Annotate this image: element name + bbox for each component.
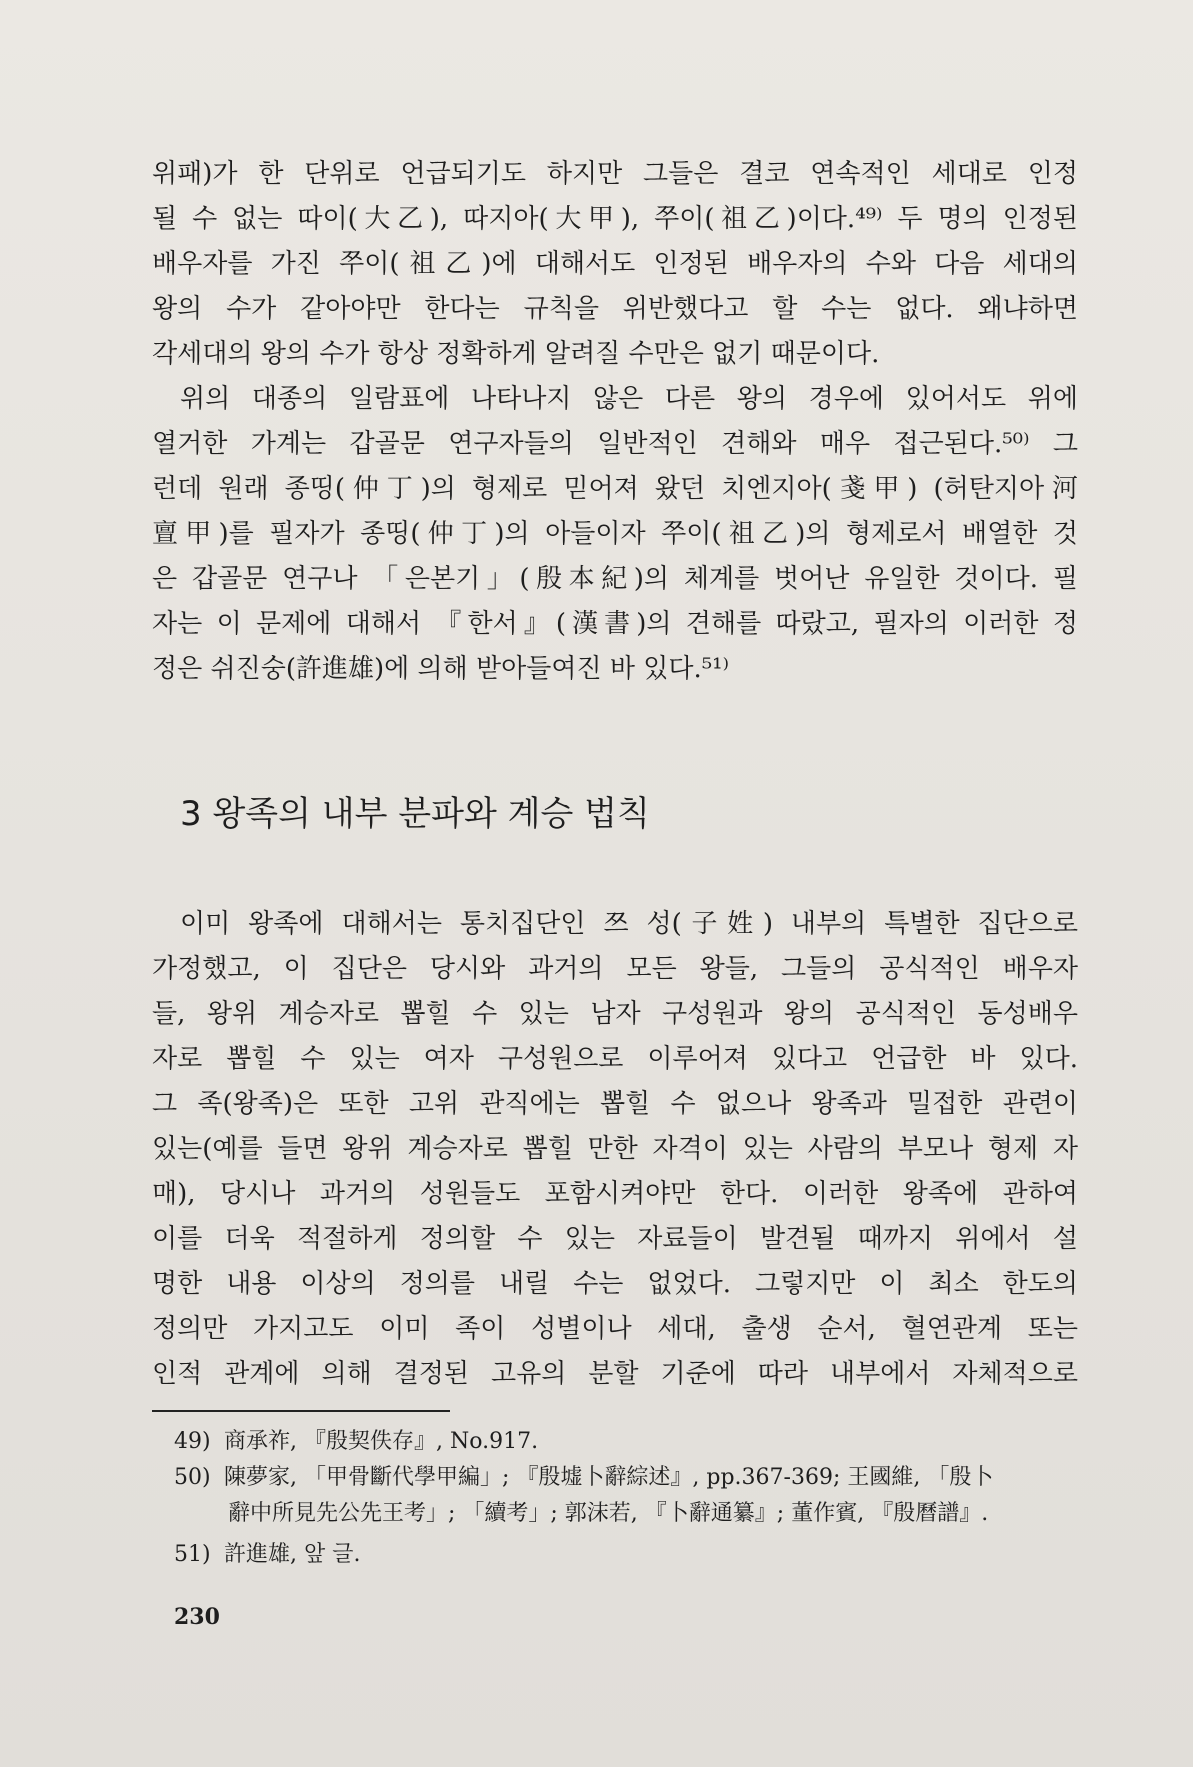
footnote-50 [174,1462,1078,1494]
text-line: 들, 왕위 계승자로 뽑힐 수 있는 남자 구성원과 왕의 공식적인 동성배우 [152,999,1078,1029]
text-line: 은 갑골문 연구나 「은본기」(殷本紀)의 체계를 벗어난 유일한 것이다. 필 [152,564,1078,594]
footnote-text: 陳夢家, 「甲骨斷代學甲編」; 『殷墟卜辭綜述』, pp.367-369; 王國維, 「殷卜 [224,1465,994,1490]
text-line: 이를 더욱 적절하게 정의할 수 있는 자료들이 발견될 때까지 위에서 설 [152,1224,1078,1254]
footnote-divider [152,1410,450,1412]
text-line: 위패)가 한 단위로 언급되기도 하지만 그들은 결코 연속적인 세대로 인정 [152,159,1078,189]
text-line: 이미 왕족에 대해서는 통치집단인 쯔 성(子姓) 내부의 특별한 집단으로 [180,909,1078,939]
text-line: 자로 뽑힐 수 있는 여자 구성원으로 이루어져 있다고 언급한 바 있다. [152,1044,1078,1074]
footnote-49 [174,1426,1078,1458]
text-line: 런데 원래 종띵(仲丁)의 형제로 믿어져 왔던 치엔지아(戔甲) (허탄지아河 [152,474,1078,504]
text-line: 위의 대종의 일람표에 나타나지 않은 다른 왕의 경우에 있어서도 위에 [180,384,1078,414]
text-line: 정의만 가지고도 이미 족이 성별이나 세대, 출생 순서, 혈연관계 또는 [152,1314,1078,1344]
footnote-50-continued [228,1498,1078,1530]
footnote-number: 50) [174,1465,211,1490]
text-line: 될 수 없는 따이(大乙), 따지아(大甲), 쭈이(祖乙)이다.⁴⁹⁾ 두 명의 인정된 [152,204,1078,234]
footnote-number: 51) [174,1542,211,1567]
text-line: 자는 이 문제에 대해서 『한서』(漢書)의 견해를 따랐고, 필자의 이러한 정 [152,609,1078,639]
text-line: 亶甲)를 필자가 종띵(仲丁)의 아들이자 쭈이(祖乙)의 형제로서 배열한 것 [152,519,1078,549]
text-line: 각세대의 왕의 수가 항상 정확하게 알려질 수만은 없기 때문이다. [152,339,880,369]
text-line: 매), 당시나 과거의 성원들도 포함시켜야만 한다. 이러한 왕족에 관하여 [152,1179,1078,1209]
text-line: 그 족(왕족)은 또한 고위 관직에는 뽑힐 수 없으나 왕족과 밀접한 관련이 [152,1089,1078,1119]
footnote-number: 49) [174,1429,211,1454]
footnote-51 [174,1539,1078,1571]
page-number: 230 [174,1604,220,1630]
text-line: 왕의 수가 같아야만 한다는 규칙을 위반했다고 할 수는 없다. 왜냐하면 [152,294,1078,324]
section-heading: 3 왕족의 내부 분파와 계승 법칙 [180,794,650,834]
text-line: 명한 내용 이상의 정의를 내릴 수는 없었다. 그렇지만 이 최소 한도의 [152,1269,1078,1299]
text-line: 열거한 가계는 갑골문 연구자들의 일반적인 견해와 매우 접근된다.⁵⁰⁾ 그 [152,429,1078,459]
footnote-text: 許進雄, 앞 글. [224,1542,361,1567]
text-line: 있는(예를 들면 왕위 계승자로 뽑힐 만한 자격이 있는 사람의 부모나 형제 자 [152,1134,1078,1164]
text-line: 가정했고, 이 집단은 당시와 과거의 모든 왕들, 그들의 공식적인 배우자 [152,954,1078,984]
footnote-text: 商承祚, 『殷契佚存』, No.917. [224,1429,539,1454]
text-line: 배우자를 가진 쭈이(祖乙)에 대해서도 인정된 배우자의 수와 다음 세대의 [152,249,1078,279]
footnote-text: 辭中所見先公先王考」; 「續考」; 郭沫若, 『卜辭通纂』; 董作賓, 『殷曆譜』. [228,1501,989,1526]
text-line: 정은 쉬진숭(許進雄)에 의해 받아들여진 바 있다.⁵¹⁾ [152,654,729,684]
text-line: 인적 관계에 의해 결정된 고유의 분할 기준에 따라 내부에서 자체적으로 [152,1359,1078,1389]
